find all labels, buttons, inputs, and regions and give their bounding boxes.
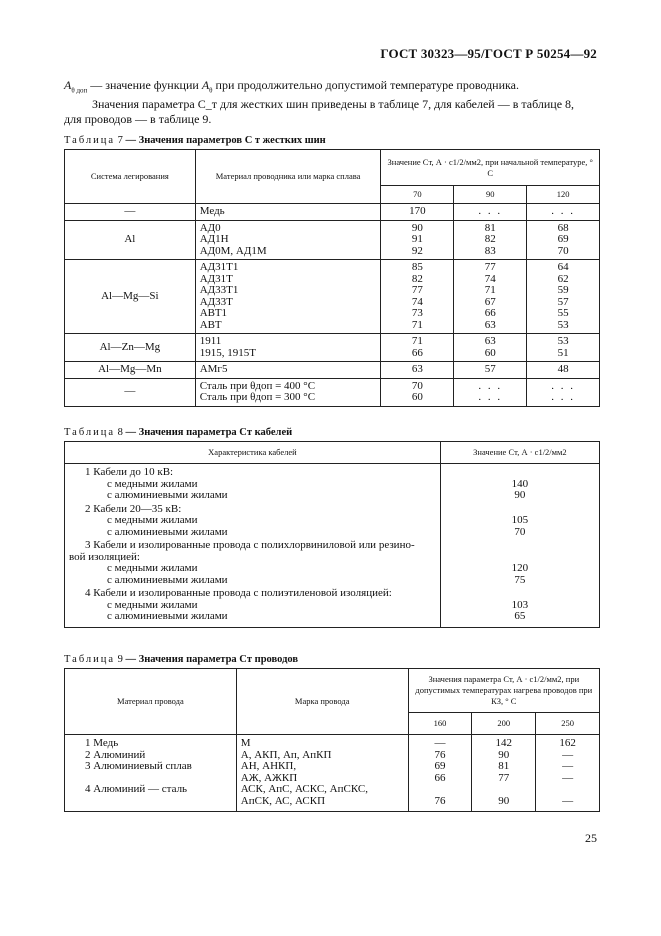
- t8-item-label: с алюминиевыми жилами: [107, 489, 228, 501]
- t7-header-90: 90: [454, 186, 527, 204]
- t9-values-200: [472, 735, 536, 812]
- t9-header-200: 200: [472, 713, 536, 735]
- t7-v120-value: . . .: [551, 205, 575, 217]
- t8-item-value: 103: [511, 598, 529, 611]
- t7-materials-value: АД31Т1: [199, 261, 239, 273]
- t8-header-char: Характеристика кабелей: [65, 442, 441, 464]
- t7-materials-value: АД31Т: [199, 272, 233, 285]
- t7-v90-value: 60: [484, 346, 496, 359]
- t9-v160-value: 66: [434, 771, 446, 784]
- t9-v250-value: —: [562, 748, 574, 761]
- t7-v70-cell: [381, 204, 454, 221]
- page-number: 25: [585, 831, 597, 845]
- t9-marks: [236, 735, 408, 812]
- t7-v70-value: 91: [411, 233, 423, 245]
- t7-system-cell: —: [65, 204, 196, 221]
- t7-materials-value: АД33Т1: [199, 284, 239, 296]
- t7-v70-value: 71: [411, 318, 423, 331]
- t8-values: [440, 464, 599, 628]
- t8-header-value: Значение Cт, А · с1/2/мм2: [440, 442, 599, 464]
- t8-group-title: 3 Кабели и изолированные провода с полихлорвиниловой или резино-: [85, 539, 415, 551]
- t7-v70-value: 92: [411, 244, 423, 257]
- t8-spacer: [445, 540, 595, 552]
- t7-header-value: Значение Cт, А · с1/2/мм2, при начальной температуре, ° С: [381, 150, 600, 186]
- table-7: [64, 149, 600, 407]
- t7-v90-value: . . .: [478, 391, 503, 403]
- t9-marks-value: М: [240, 737, 251, 749]
- t7-v120-value: 64: [557, 261, 569, 273]
- t7-v70-value: 85: [411, 261, 423, 273]
- t7-materials-value: Медь: [199, 205, 225, 217]
- t7-materials-value: Сталь при θдоп = 300 °С: [199, 391, 316, 403]
- t7-materials-value: АД0: [199, 221, 221, 234]
- t8-item-value: 70: [514, 525, 526, 538]
- t9-header-mark: Марка провода: [236, 669, 408, 735]
- t7-v70-value: 77: [411, 284, 423, 296]
- t7-v120-value: 70: [557, 244, 569, 257]
- t9-values-160: [408, 735, 472, 812]
- table7-caption: Таблица 7 — Значения параметров C т жестких шин: [64, 135, 326, 146]
- t9-marks-value: АН, АНКП,: [240, 760, 297, 772]
- t7-v120-cell: [527, 204, 600, 221]
- t9-v160-value: 69: [434, 760, 446, 772]
- t7-v120-cell: [527, 378, 600, 406]
- t7-materials-value: 1911: [199, 335, 222, 347]
- t7-v70-value: 60: [411, 391, 423, 403]
- t9-marks-value: АСК, АпС, АСКС, АпСКС,: [240, 783, 368, 795]
- t9-header-material: Материал провода: [65, 669, 237, 735]
- t7-materials-value: АВТ1: [199, 307, 228, 319]
- t7-materials-cell: [195, 220, 381, 260]
- t7-v90-cell: [454, 204, 527, 221]
- t7-v90-value: 57: [484, 363, 496, 375]
- t9-v200-value: 81: [498, 760, 510, 772]
- t7-materials-value: АД0М, АД1М: [199, 244, 267, 257]
- t7-v90-cell: [454, 260, 527, 334]
- intro-line-2: Значения параметра C_т для жестких шин приведены в таблице 7, для кабелей — в таблице 8,: [92, 97, 575, 111]
- t7-v120-value: . . .: [551, 391, 575, 403]
- intro-line-3: для проводов — в таблице 9.: [64, 112, 212, 126]
- t7-v90-value: 82: [484, 233, 496, 245]
- t8-spacer: [445, 588, 595, 600]
- t7-v120-value: 68: [557, 221, 569, 234]
- t7-materials-cell: [195, 378, 381, 406]
- t9-v200-value: 142: [495, 737, 513, 749]
- t7-system-cell: Al—Zn—Mg: [65, 334, 196, 362]
- t7-v90-value: 71: [484, 284, 496, 296]
- t9-v250-value: —: [562, 760, 574, 772]
- t7-v90-value: 83: [484, 244, 496, 257]
- t9-materials-value: 2 Алюминий: [85, 748, 146, 761]
- t7-materials-cell: [195, 204, 381, 221]
- t7-header-120: 120: [527, 186, 600, 204]
- t9-v250-value: [540, 784, 595, 796]
- t7-v90-value: 81: [484, 221, 496, 234]
- t9-materials-value: 1 Медь: [85, 737, 119, 749]
- t8-characteristics: [65, 464, 441, 628]
- t9-v200-value: 90: [498, 794, 510, 807]
- t8-item-label: с алюминиевыми жилами: [107, 525, 228, 538]
- t7-v90-cell: [454, 334, 527, 362]
- intro-line-1: $A_{\theta доп}$ — значение функции $A_\theta$ при продолжительно допустимой температуре проводника.: [64, 78, 519, 95]
- t8-item-value: 65: [514, 610, 526, 622]
- t7-v120-cell: [527, 362, 600, 379]
- t8-group-title: 2 Кабели 20—35 кВ:: [85, 502, 182, 515]
- t9-header-value: Значения параметра Cт, А · с1/2/мм2, при допустимых температурах нагрева проводов при КЗ, ° С: [408, 669, 599, 713]
- t7-system-cell: —: [65, 378, 196, 406]
- t8-group-title: 1 Кабели до 10 кВ:: [85, 466, 174, 478]
- table-row: [65, 260, 600, 334]
- t8-item-label: с медными жилами: [107, 562, 198, 574]
- t8-item-value: 90: [514, 489, 526, 501]
- t7-v90-cell: [454, 378, 527, 406]
- t8-item-value: 140: [511, 477, 529, 490]
- t7-v120-value: 57: [557, 295, 569, 308]
- t9-v160-value: 76: [434, 748, 446, 761]
- t7-v90-value: 66: [484, 307, 496, 319]
- t7-v90-cell: [454, 220, 527, 260]
- t7-v120-value: 69: [557, 233, 569, 245]
- t7-v70-value: 170: [409, 205, 426, 217]
- t7-v70-value: 82: [411, 272, 423, 285]
- t8-item-label: с медными жилами: [107, 598, 198, 611]
- t8-item-label: с медными жилами: [107, 514, 198, 526]
- t7-v70-value: 70: [411, 379, 423, 392]
- t7-header-system: Система легирования: [65, 150, 196, 204]
- t7-materials-cell: [195, 334, 381, 362]
- t8-item-label: с алюминиевыми жилами: [107, 610, 228, 622]
- t7-v90-value: 63: [484, 318, 496, 331]
- t7-v120-value: 55: [557, 307, 569, 319]
- t7-v70-value: 90: [411, 221, 423, 234]
- t7-v90-value: . . .: [478, 205, 503, 217]
- t8-item-value: 75: [514, 573, 526, 586]
- t7-v120-value: . . .: [551, 379, 575, 392]
- table-row: [65, 378, 600, 406]
- t7-materials-value: АВТ: [199, 318, 222, 331]
- t7-v90-value: 67: [484, 295, 496, 308]
- t7-materials-value: 1915, 1915Т: [199, 346, 256, 359]
- t7-system-cell: Al—Mg—Si: [65, 260, 196, 334]
- t9-v160-value: 76: [434, 794, 446, 807]
- t7-v120-value: 51: [557, 346, 569, 359]
- t7-v90-value: 63: [484, 335, 496, 347]
- t7-header-material: Материал проводника или марка сплава: [195, 150, 381, 204]
- t7-materials-value: АМг5: [199, 363, 228, 375]
- t7-v120-cell: [527, 220, 600, 260]
- t7-v120-value: 48: [557, 363, 569, 375]
- t9-materials-value: 3 Алюминиевый сплав: [85, 760, 192, 772]
- t7-materials-cell: [195, 260, 381, 334]
- t7-v120-value: 59: [557, 284, 569, 296]
- t9-marks-value: АЖ, АЖКП: [240, 771, 298, 784]
- t9-v160-value: —: [434, 737, 446, 749]
- t8-item-value: 120: [511, 562, 529, 574]
- t7-system-cell: Al: [65, 220, 196, 260]
- page-header: ГОСТ 30323—95/ГОСТ Р 50254—92: [380, 46, 597, 61]
- t7-v70-value: 71: [411, 335, 423, 347]
- t9-v200-value: [476, 784, 531, 796]
- table-9: [64, 668, 600, 812]
- t9-header-250: 250: [536, 713, 600, 735]
- t8-item-value: 105: [511, 514, 529, 526]
- t9-v200-value: 77: [498, 771, 510, 784]
- t7-v120-value: 62: [557, 272, 569, 285]
- t7-v70-value: 63: [411, 363, 423, 375]
- t9-v250-value: —: [562, 794, 574, 807]
- t7-v120-value: 53: [557, 335, 569, 347]
- t8-spacer: [445, 467, 595, 479]
- t9-v200-value: 90: [498, 748, 510, 761]
- table-row: [65, 334, 600, 362]
- t9-marks-value: А, АКП, Ап, АпКП: [240, 748, 332, 761]
- t7-v70-cell: [381, 334, 454, 362]
- t9-materials-value: [85, 796, 232, 808]
- t7-v120-cell: [527, 334, 600, 362]
- t7-v90-cell: [454, 362, 527, 379]
- t7-v70-value: 66: [411, 346, 423, 359]
- t8-group-title: 4 Кабели и изолированные провода с полиэтиленовой изоляцией:: [85, 587, 392, 599]
- table-8: [64, 441, 600, 628]
- table-row: [65, 362, 600, 379]
- t7-system-cell: Al—Mg—Mn: [65, 362, 196, 379]
- t8-group-title-cont: вой изоляцией:: [69, 550, 140, 563]
- t7-materials-value: Сталь при θдоп = 400 °С: [199, 379, 316, 392]
- t7-v90-value: 77: [484, 261, 496, 273]
- t7-v70-value: 73: [411, 307, 423, 319]
- t7-v70-cell: [381, 362, 454, 379]
- t9-materials-value: 4 Алюминий — сталь: [85, 783, 188, 795]
- table8-caption: Таблица 8 — Значения параметра Cт кабелей: [64, 427, 293, 438]
- t8-item-label: с медными жилами: [107, 477, 198, 490]
- t7-materials-value: АД33Т: [199, 295, 233, 308]
- t9-materials: [65, 735, 237, 812]
- t7-v120-value: 53: [557, 318, 569, 331]
- t7-v90-value: 74: [484, 272, 496, 285]
- t7-materials-value: АД1Н: [199, 233, 229, 245]
- t9-v250-value: 162: [559, 737, 576, 749]
- t7-v70-cell: [381, 260, 454, 334]
- t9-marks-value: АпСК, АС, АСКП: [240, 794, 326, 807]
- table9-caption: Таблица 9 — Значения параметра Cт проводов: [64, 654, 299, 665]
- t7-materials-cell: [195, 362, 381, 379]
- t7-v90-value: . . .: [478, 379, 503, 392]
- table-row: [65, 204, 600, 221]
- t7-v70-value: 74: [411, 295, 423, 308]
- t7-v120-cell: [527, 260, 600, 334]
- t9-values-250: [536, 735, 600, 812]
- t8-item-label: с алюминиевыми жилами: [107, 573, 228, 586]
- t9-header-160: 160: [408, 713, 472, 735]
- t9-v250-value: —: [562, 771, 574, 784]
- t9-v160-value: [413, 784, 468, 796]
- t7-header-70: 70: [381, 186, 454, 204]
- t7-v70-cell: [381, 378, 454, 406]
- t7-v70-cell: [381, 220, 454, 260]
- table-row: [65, 220, 600, 260]
